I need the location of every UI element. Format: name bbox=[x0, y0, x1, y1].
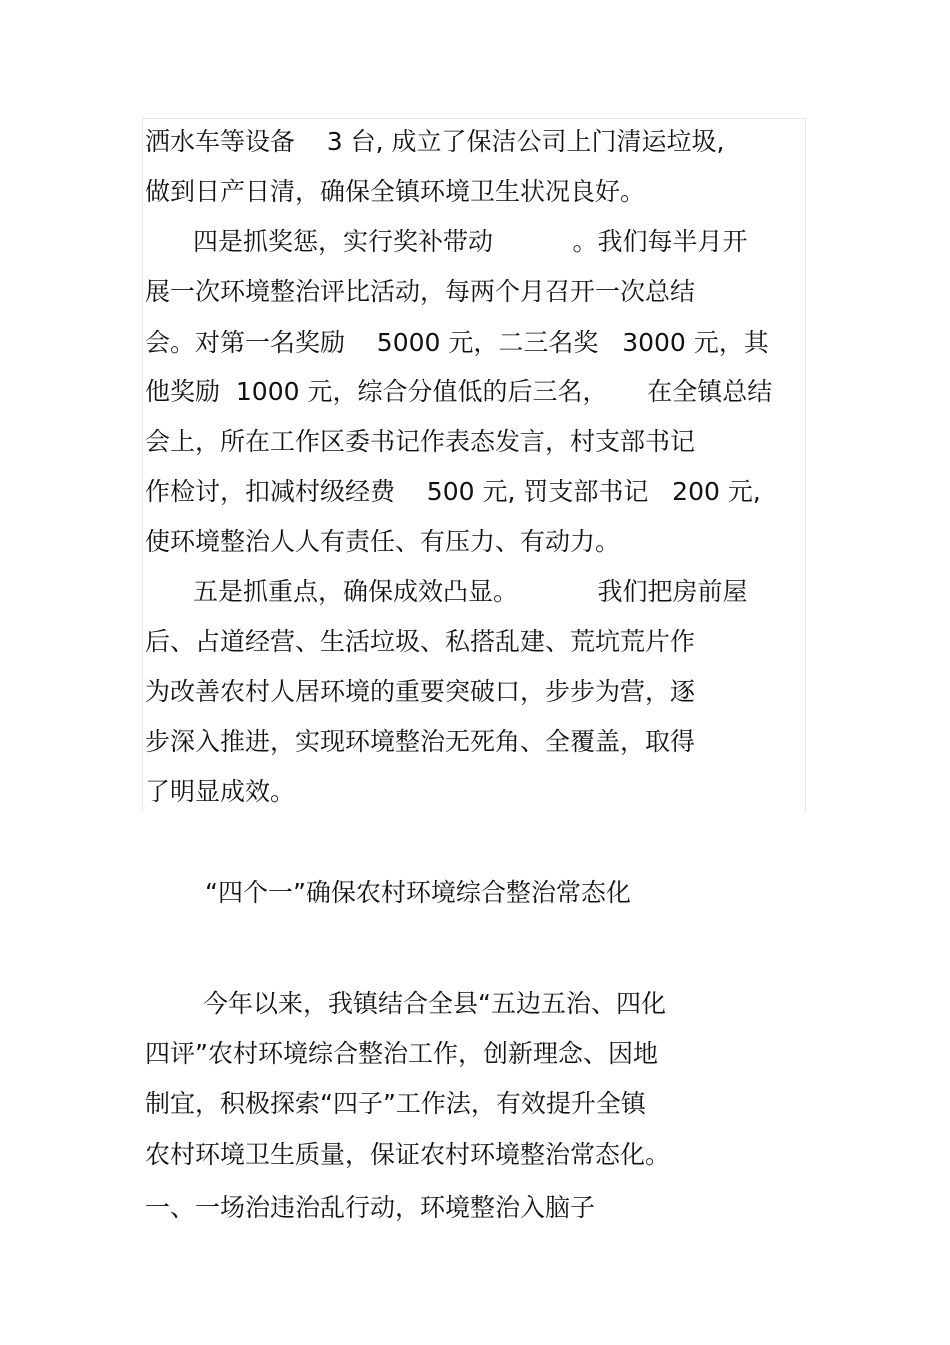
body-line: 做到日产日清，确保全镇环境卫生状况良好。 bbox=[145, 177, 646, 206]
previous-section-box bbox=[142, 118, 806, 812]
article-title: “四个一”确保农村环境综合整治常态化 bbox=[205, 878, 631, 907]
paragraph-first-line: 今年以来，我镇结合全县“五边五治、四化 bbox=[203, 989, 666, 1018]
body-line: 会。对第一名奖励 5000 元，二三名奖 3000 元，其 bbox=[145, 328, 769, 357]
paragraph-first-line: 四是抓奖惩，实行奖补带动 。我们每半月开 bbox=[193, 227, 748, 256]
body-line: 四评”农村环境综合整治工作，创新理念、因地 bbox=[145, 1039, 658, 1068]
body-line: 会上，所在工作区委书记作表态发言，村支部书记 bbox=[145, 427, 696, 456]
body-line: 为改善农村人居环境的重要突破口，步步为营，逐 bbox=[145, 677, 696, 706]
body-line: 后、占道经营、生活垃圾、私搭乱建、荒坑荒片作 bbox=[145, 627, 696, 656]
paragraph-first-line: 五是抓重点，确保成效凸显。 我们把房前屋 bbox=[193, 577, 748, 606]
body-line: 步深入推进，实现环境整治无死角、全覆盖，取得 bbox=[145, 727, 696, 756]
body-line: 制宜，积极探索“四子”工作法，有效提升全镇 bbox=[145, 1089, 646, 1118]
body-line: 洒水车等设备 3 台, 成立了保洁公司上门清运垃圾, bbox=[145, 127, 725, 156]
body-line: 使环境整治人人有责任、有压力、有动力。 bbox=[145, 527, 621, 556]
body-line: 他奖励 1000 元，综合分值低的后三名， 在全镇总结 bbox=[145, 377, 773, 406]
body-line: 作检讨，扣减村级经费 500 元, 罚支部书记 200 元, bbox=[145, 477, 761, 506]
body-line: 展一次环境整治评比活动，每两个月召开一次总结 bbox=[145, 277, 696, 306]
body-line: 了明显成效。 bbox=[145, 777, 296, 806]
body-line: 农村环境卫生质量，保证农村环境整治常态化。 bbox=[145, 1140, 671, 1169]
section-heading: 一、一场治违治乱行动，环境整治入脑子 bbox=[145, 1193, 596, 1222]
